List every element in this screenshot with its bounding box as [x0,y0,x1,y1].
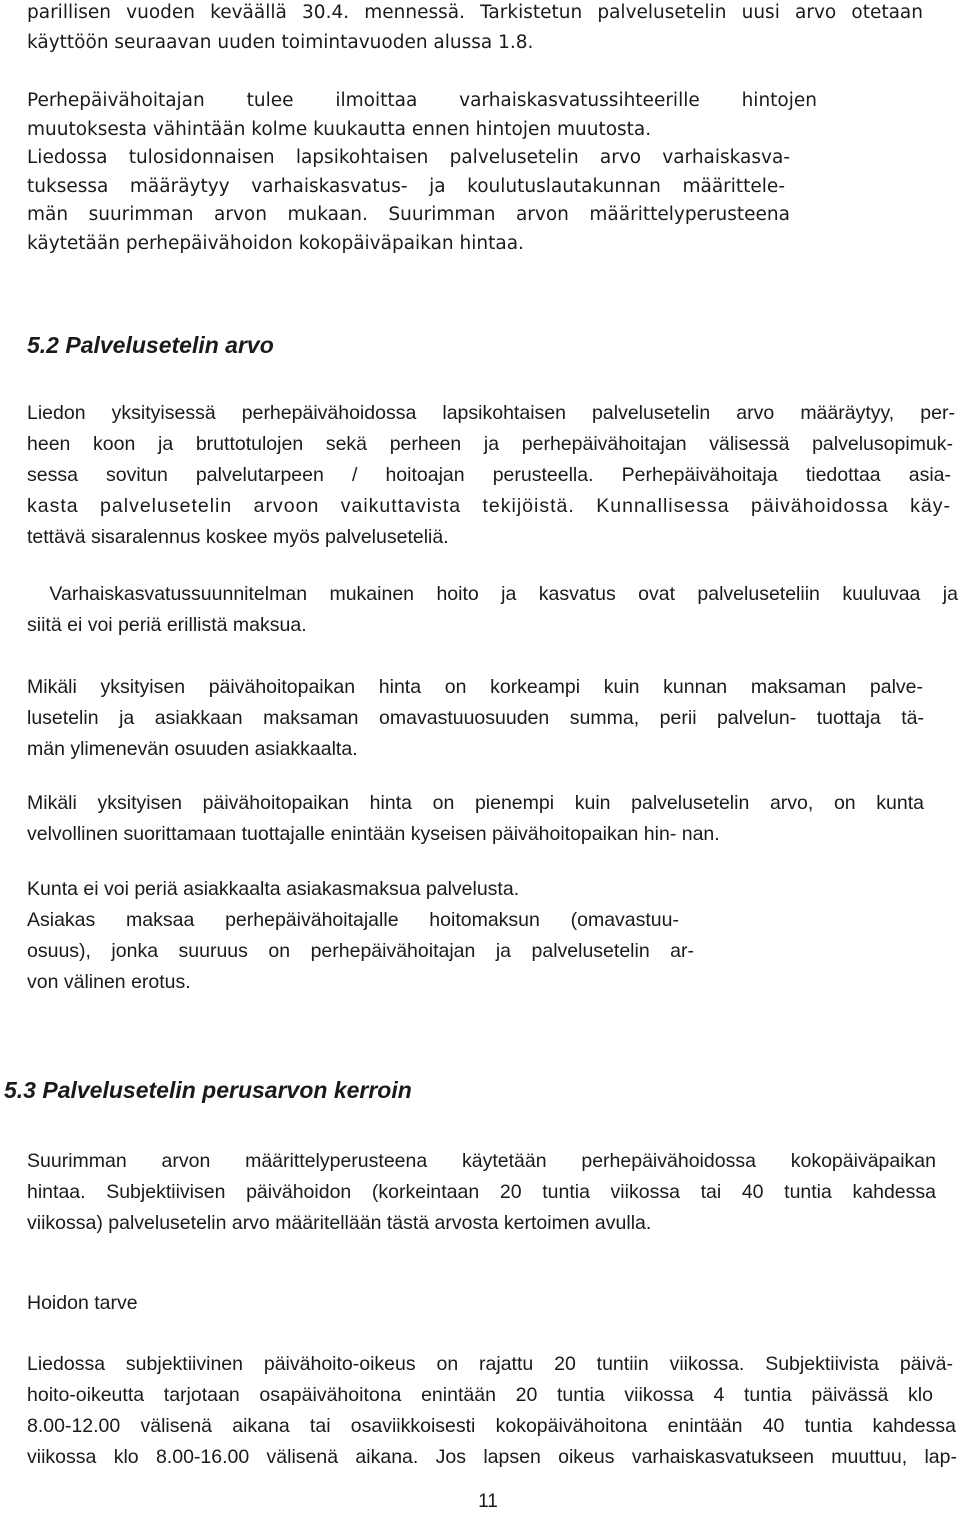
paragraph-line: män ylimenevän osuuden asiakkaalta. [27,738,358,760]
subheading: Hoidon tarve [27,1292,138,1314]
paragraph-line: von välinen erotus. [27,971,191,993]
paragraph-line: Mikäli yksityisen päivähoitopaikan hinta on pienempi kuin palvelusetelin arvo, on kunta [27,792,924,814]
paragraph-line: muutoksesta vähintään kolme kuukautta ennen hintojen muutosta. [27,119,652,140]
paragraph-line: Suurimman arvon määrittelyperusteena käytetään perhepäivähoidossa kokopäiväpaikan [27,1150,936,1172]
paragraph-line: viikossa) palvelusetelin arvo määritellään tästä arvosta kertoimen avulla. [27,1212,652,1234]
paragraph-line: lusetelin ja asiakkaan maksaman omavastuuosuuden summa, perii palvelun- tuottaja tä- [27,707,924,729]
section-heading: 5.2 Palvelusetelin arvo [27,332,274,358]
paragraph-line: sessa sovitun palvelutarpeen / hoitoajan perusteella. Perhepäivähoitaja tiedottaa asia- [27,464,951,486]
paragraph-line: Liedossa tulosidonnaisen lapsikohtaisen palvelusetelin arvo varhaiskasva- [27,147,790,168]
paragraph-line: Mikäli yksityisen päivähoitopaikan hinta on korkeampi kuin kunnan maksaman palve- [27,676,923,698]
paragraph-line: Perhepäivähoitajan tulee ilmoittaa varhaiskasvatussihteerille hintojen [27,90,817,111]
page-number: 11 [478,1491,498,1512]
paragraph-line: viikossa klo 8.00-16.00 välisenä aikana. Jos lapsen oikeus varhaiskasvatukseen muuttuu, lap- [27,1446,957,1468]
paragraph-line: tuksessa määräytyy varhaiskasvatus- ja koulutuslautakunnan määrittele- [27,176,785,197]
paragraph-line: Asiakas maksaa perhepäivähoitajalle hoitomaksun (omavastuu- [27,909,679,931]
paragraph-line: Kunta ei voi periä asiakkaalta asiakasmaksua palvelusta. [27,878,520,900]
paragraph-line: Liedossa subjektiivinen päivähoito-oikeus on rajattu 20 tuntiin viikossa. Subjektiivista päivä- [27,1353,953,1375]
paragraph-line: velvollinen suorittamaan tuottajalle enintään kyseisen päivähoitopaikan hin- nan. [27,823,720,845]
paragraph-line: osuus), jonka suuruus on perhepäivähoitajan ja palvelusetelin ar- [27,940,694,962]
paragraph-line: parillisen vuoden keväällä 30.4. mennessä. Tarkistetun palvelusetelin uusi arvo otetaan [27,2,923,23]
paragraph-line: käyttöön seuraavan uuden toimintavuoden alussa 1.8. [27,32,534,53]
paragraph-line: heen koon ja bruttotulojen sekä perheen ja perhepäivähoitajan välisessä palvelusopimuk- [27,433,953,455]
paragraph-line: Varhaiskasvatussuunnitelman mukainen hoito ja kasvatus ovat palveluseteliin kuuluvaa ja [27,583,958,605]
section-heading: 5.3 Palvelusetelin perusarvon kerroin [4,1077,412,1103]
paragraph-line: siitä ei voi periä erillistä maksua. [27,614,307,636]
paragraph-line: kasta palvelusetelin arvoon vaikuttavista tekijöistä. Kunnallisessa päivähoidossa käy- [27,495,951,517]
paragraph-line: 8.00-12.00 välisenä aikana tai osaviikkoisesti kokopäivähoitona enintään 40 tuntia kahdessa [27,1415,956,1437]
paragraph-line: hoito-oikeutta tarjotaan osapäivähoitona enintään 20 tuntia viikossa 4 tuntia päivässä klo [27,1384,933,1406]
paragraph-line: hintaa. Subjektiivisen päivähoidon (korkeintaan 20 tuntia viikossa tai 40 tuntia kahdessa [27,1181,936,1203]
paragraph-line: tettävä sisaralennus koskee myös palveluseteliä. [27,526,449,548]
paragraph-line: män suurimman arvon mukaan. Suurimman arvon määrittelyperusteena [27,204,790,225]
paragraph-line: käytetään perhepäivähoidon kokopäiväpaikan hintaa. [27,233,524,254]
paragraph-line: Liedon yksityisessä perhepäivähoidossa lapsikohtaisen palvelusetelin arvo määräytyy, per- [27,402,955,424]
